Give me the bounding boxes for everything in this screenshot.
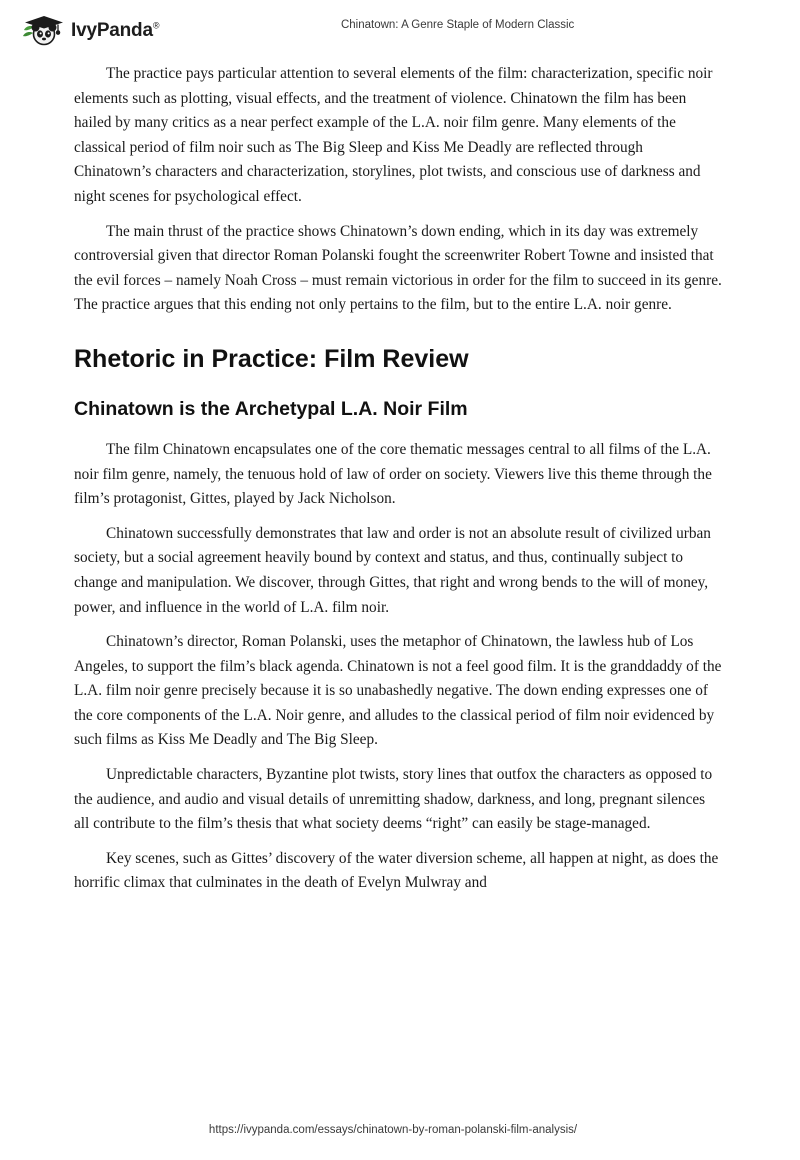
section-heading: Rhetoric in Practice: Film Review <box>74 344 469 373</box>
paragraph: Chinatown’s director, Roman Polanski, uses the metaphor of Chinatown, the lawless hub of Los Angeles, to support the film’s black agenda. Chinatown is not a feel good film. It is the granddaddy of the L.A. film noir genre precisely because it is so unabashedly negative. The down ending expresses one of the core components of the L.A. Noir genre, and alludes to the classical period of film noir evidenced by such films as Kiss Me Deadly and The Big Sleep. <box>74 633 722 749</box>
document-body <box>74 62 722 906</box>
page-header <box>0 0 800 58</box>
page-footer <box>0 1120 800 1138</box>
subsection-heading: Chinatown is the Archetypal L.A. Noir Film <box>74 397 468 420</box>
registered-mark: ® <box>152 20 160 31</box>
source-url-link[interactable]: https://ivypanda.com/essays/chinatown-by-roman-polanski-film-analysis/ <box>208 1124 578 1136</box>
paragraph: The film Chinatown encapsulates one of the core thematic messages central to all films of the L.A. noir film genre, namely, the tenuous hold of law of order on society. Viewers live this theme through the film’s protagonist, Gittes, played by Jack Nicholson. <box>74 440 712 508</box>
document-title: Chinatown: A Genre Staple of Modern Classic <box>340 19 575 31</box>
paragraph: The practice pays particular attention to several elements of the film: characterization, specific noir elements such as plotting, visual effects, and the treatment of violence. Chinatown the film has been hailed by many critics as a near perfect example of the L.A. noir film genre. Many elements of the classical period of film noir such as The Big Sleep and Kiss Me Deadly are reflected through Chinatown’s characters and characterization, storylines, plot twists, and conscious use of darkness and night scenes for psychological effect. <box>74 65 713 205</box>
paragraph: Key scenes, such as Gittes’ discovery of the water diversion scheme, all happen at night, as does the horrific climax that culminates in the death of Evelyn Mulwray and <box>74 849 719 892</box>
paragraph: Unpredictable characters, Byzantine plot twists, story lines that outfox the characters as opposed to the audience, and audio and visual details of unremitting shadow, darkness, and long, pregnant silences all contribute to the film’s thesis that what society deems “right” can easily be stage-managed. <box>74 766 713 833</box>
brand-name-text: IvyPanda <box>71 20 153 41</box>
brand-name <box>71 20 159 42</box>
paragraph: The main thrust of the practice shows Chinatown’s down ending, which in its day was extremely controversial given that director Roman Polanski fought the screenwriter Robert Towne and insisted that the evil forces – namely Noah Cross – must remain victorious in order for the film to succeed in its genre. The practice argues that this ending not only pertains to the film, but to the entire L.A. noir genre. <box>74 222 722 314</box>
paragraph: Chinatown successfully demonstrates that law and order is not an absolute result of civilized urban society, but a social agreement heavily bound by context and status, and thus, continually subject to change and manipulation. We discover, through Gittes, that right and wrong bends to the will of money, power, and influence in the world of L.A. film noir. <box>74 524 711 616</box>
brand-logo-block[interactable] <box>22 14 159 48</box>
graduation-cap-panda-logo-icon <box>22 14 64 48</box>
